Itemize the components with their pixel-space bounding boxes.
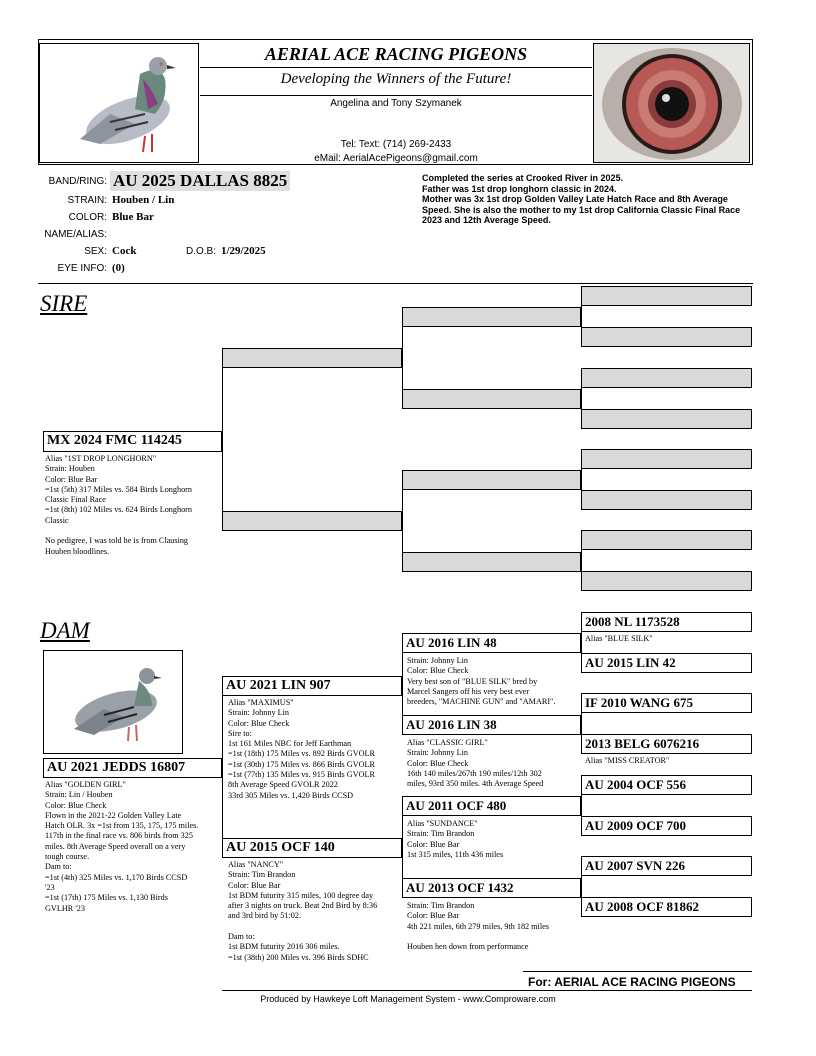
empty-slot — [402, 552, 581, 572]
band-number: AU 2025 DALLAS 8825 — [110, 171, 290, 191]
color-value: Blue Bar — [112, 211, 154, 223]
gen3-band: AU 2016 LIN 38 — [402, 715, 581, 735]
strain-value: Houben / Lin — [112, 194, 175, 206]
telephone: Tel: Text: (714) 269-2433 — [340, 139, 452, 150]
bracket-line — [402, 317, 403, 399]
footer-rule — [222, 990, 752, 991]
logo-pigeon-photo — [39, 43, 199, 163]
page-title: AERIAL ACE RACING PIGEONS — [264, 44, 528, 64]
footer-rule — [523, 971, 752, 972]
dam-band: AU 2021 JEDDS 16807 — [43, 758, 222, 778]
eye-value: (0) — [112, 262, 125, 274]
empty-slot — [581, 286, 752, 306]
gen4-band: AU 2004 OCF 556 — [581, 775, 752, 795]
dob-label: D.O.B: — [186, 246, 217, 257]
sire-band: MX 2024 FMC 114245 — [43, 431, 222, 452]
gen3-band: AU 2016 LIN 48 — [402, 633, 581, 653]
empty-slot — [402, 389, 581, 409]
header-divider-2 — [200, 95, 592, 96]
dam-dam-description: Alias "NANCY" Strain: Tim Brandon Color: Blue Bar 1st BDM futurity 315 miles, 100 degree day after 3 nights on truck. Beat 2nd Bird by 8:36 and 3rd bird by 51:02. Dam to: 1st BDM futurity 2016 306 miles. =1st (38th) 200 Miles vs. 396 Birds SDHC — [228, 860, 378, 962]
gen3-description: Alias "SUNDANCE" Strain: Tim Brandon Color: Blue Bar 1st 315 miles, 11th 436 miles — [407, 819, 504, 859]
band-label: BAND/RING: — [48, 176, 107, 187]
empty-slot — [581, 409, 752, 429]
dam-heading: DAM — [40, 618, 90, 643]
sex-value: Cock — [112, 245, 137, 257]
dam-photo — [43, 650, 183, 754]
dam-description: Alias "GOLDEN GIRL" Strain: Lin / Houben Color: Blue Check Flown in the 2021-22 Golden Valley Late Hatch OLR. 3x =1st from 135, 175, 175 miles. 117th in the final race vs. 806 birds from 325 miles. 8th Average Speed overall on a very tough course. Dam to: =1st (4th) 325 Miles vs. 1,170 Birds CCSD '23 =1st (17th) 175 Miles vs. 1,130 Birds GVLHR '23 — [45, 780, 199, 913]
strain-label: STRAIN: — [67, 195, 107, 206]
gen3-description: Alias "CLASSIC GIRL" Strain: Johnny Lin Color: Blue Check 16th 140 miles/267th 190 miles/12th 302 miles, 93rd 350 miles. 4th Average Speed — [407, 738, 544, 789]
gen4-band: IF 2010 WANG 675 — [581, 693, 752, 713]
sire-sire-empty — [222, 348, 402, 368]
dam-sire-band: AU 2021 LIN 907 — [222, 676, 402, 696]
eye-icon — [594, 44, 750, 163]
empty-slot — [402, 307, 581, 327]
gen3-description: Strain: Tim Brandon Color: Blue Bar 4th 221 miles, 6th 279 miles, 9th 182 miles Houben hen down from performance — [407, 901, 549, 952]
gen4-band: 2013 BELG 6076216 — [581, 734, 752, 754]
name-label: NAME/ALIAS: — [44, 229, 107, 240]
pigeon-icon — [44, 651, 183, 754]
color-label: COLOR: — [68, 212, 107, 223]
dob-value: 1/29/2025 — [221, 245, 266, 257]
sex-label: SEX: — [84, 246, 107, 257]
gen4-description: Alias "MISS CREATOR" — [585, 756, 670, 765]
footer-for: For: AERIAL ACE RACING PIGEONS — [528, 975, 736, 989]
bird-notes: Completed the series at Crooked River in 2025. Father was 1st drop longhorn classic in 2024. Mother was 3x 1st drop Golden Valley Late Hatch Race and 8th Average Speed. She is also the mother to my 1st drop California Classic Final Race 2023 and 12th Average Speed. — [422, 173, 741, 225]
empty-slot — [402, 470, 581, 490]
pigeon-icon — [40, 44, 199, 163]
gen4-band: AU 2007 SVN 226 — [581, 856, 752, 876]
empty-slot — [581, 368, 752, 388]
header-divider — [200, 67, 592, 68]
empty-slot — [581, 530, 752, 550]
empty-slot — [581, 327, 752, 347]
gen3-band: AU 2011 OCF 480 — [402, 796, 581, 816]
sire-description: Alias "1ST DROP LONGHORN" Strain: Houben Color: Blue Bar =1st (5th) 317 Miles vs. 584 Birds Longhorn Classic Final Race =1st (8th) 102 Miles vs. 624 Birds Longhorn Classic No pedigree, I was told he is from Clausing Houben bloodlines. — [45, 454, 192, 556]
sire-dam-empty — [222, 511, 402, 531]
dam-dam-band: AU 2015 OCF 140 — [222, 838, 402, 858]
gen4-band: AU 2015 LIN 42 — [581, 653, 752, 673]
email: eMail: AerialAcePigeons@gmail.com — [314, 153, 478, 164]
empty-slot — [581, 571, 752, 591]
produced-by: Produced by Hawkeye Loft Management System - www.Comproware.com — [260, 994, 556, 1004]
page-subtitle: Developing the Winners of the Future! — [280, 71, 512, 87]
eye-photo — [593, 43, 750, 163]
sire-heading: SIRE — [40, 291, 88, 316]
gen4-description: Alias "BLUE SILK" — [585, 634, 653, 643]
owners: Angelina and Tony Szymanek — [330, 98, 462, 109]
empty-slot — [581, 490, 752, 510]
dam-sire-description: Alias "MAXIMUS" Strain: Johnny Lin Color: Blue Check Sire to: 1st 161 Miles NBC for Jeff Earthman =1st (18th) 175 Miles vs. 892 Birds GVOLR =1st (30th) 175 Miles vs. 866 Birds GVOLR =1st (77th) 135 Miles vs. 915 Birds GVOLR 8th Average Speed GVOLR 2022 33rd 305 Miles vs. 1,420 Birds CCSD — [228, 698, 375, 800]
gen3-band: AU 2013 OCF 1432 — [402, 878, 581, 898]
gen4-band: AU 2009 OCF 700 — [581, 816, 752, 836]
bracket-line — [402, 480, 403, 562]
gen4-band: AU 2008 OCF 81862 — [581, 897, 752, 917]
eye-label: EYE INFO: — [57, 263, 107, 274]
gen3-description: Strain: Johnny Lin Color: Blue Check Very best son of "BLUE SILK" bred by Marcel Sangers off his very best ever breeders, "MACHINE GUN" and "AMARI". — [407, 656, 556, 707]
gen4-band: 2008 NL 1173528 — [581, 612, 752, 632]
empty-slot — [581, 449, 752, 469]
section-divider — [38, 283, 753, 284]
